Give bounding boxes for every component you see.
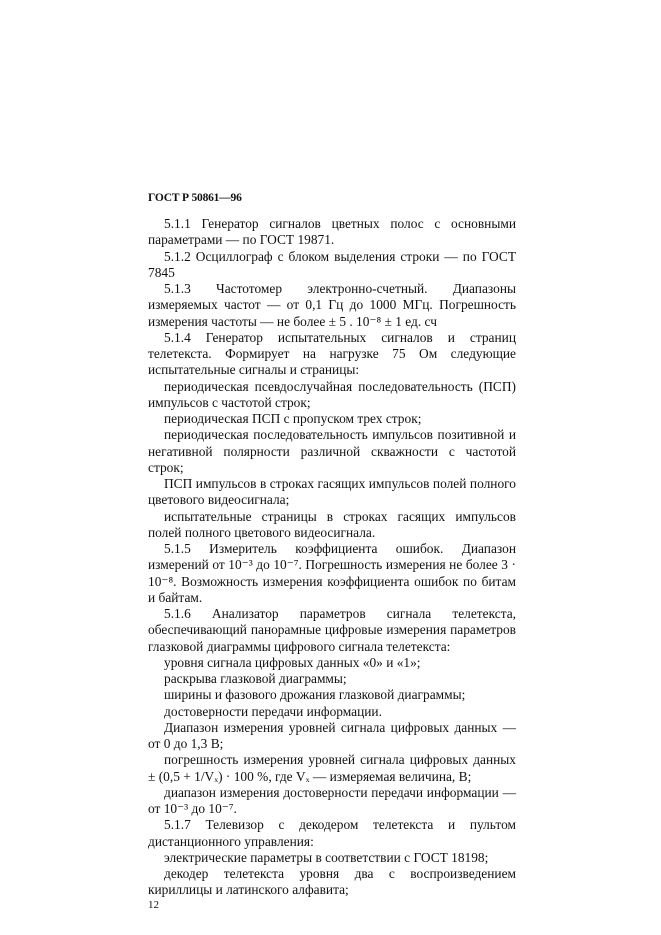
paragraph-accuracy: погрешность измерения уровней сигнала цифровых данных ± (0,5 + 1/Vₓ) · 100 %, где Vₓ — измеряемая величина, В;: [148, 752, 516, 784]
list-item: периодическая псевдослучайная последовательность (ПСП) импульсов с частотой строк;: [148, 378, 516, 410]
list-item: испытательные страницы в строках гасящих импульсов полей полного цветового видеосигнала.: [148, 508, 516, 540]
paragraph-5-1-6: 5.1.6 Анализатор параметров сигнала телетекста, обеспечивающий панорамные цифровые измерения параметров глазковой диаграммы цифрового сигнала телетекста:: [148, 606, 516, 654]
paragraph-5-1-3: 5.1.3 Частотомер электронно-счетный. Диапазоны измеряемых частот — от 0,1 Гц до 1000 МГц. Погрешность измерения частоты — не более ± 5 . 10⁻⁸ ± 1 ед. сч: [148, 281, 516, 329]
list-item: периодическая ПСП с пропуском трех строк;: [164, 411, 422, 426]
list-item: достоверности передачи информации.: [164, 703, 382, 719]
list-item: уровня сигнала цифровых данных «0» и «1»;: [164, 654, 421, 670]
paragraph-5-1-5: 5.1.5 Измеритель коэффициента ошибок. Диапазон измерений от 10⁻³ до 10⁻⁷. Погрешность измерения не более 3 · 10⁻⁸. Возможность измерения коэффициента ошибок по битам и байтам.: [148, 541, 516, 605]
paragraph-range: Диапазон измерения уровней сигнала цифровых данных — от 0 до 1,3 В;: [148, 719, 516, 751]
list-item: периодическая последовательность импульсов позитивной и негативной полярности различной скважности с частотой строк;: [148, 427, 516, 475]
document-header: ГОСТ Р 50861—96: [148, 192, 242, 204]
list-item: ПСП импульсов в строках гасящих импульсов полей полного цветового видеосигнала;: [148, 476, 516, 508]
paragraph-5-1-2: 5.1.2 Осциллограф с блоком выделения строки — по ГОСТ 7845: [148, 248, 516, 280]
list-item: декодер телетекста уровня два с воспроизведением кириллицы и латинского алфавита;: [148, 866, 516, 898]
paragraph-5-1-4: 5.1.4 Генератор испытательных сигналов и страниц телетекста. Формирует на нагрузке 75 Ом следующие испытательные сигналы и страницы:: [148, 329, 516, 378]
list-item: раскрыва глазковой диаграммы;: [164, 671, 347, 686]
document-page: [148, 190, 516, 912]
page-number: 12: [148, 898, 159, 911]
paragraph-5-1-7: 5.1.7 Телевизор с декодером телетекста и пультом дистанционного управления:: [148, 817, 516, 849]
paragraph-5-1-1: 5.1.1 Генератор сигналов цветных полос с основными параметрами — по ГОСТ 19871.: [148, 216, 516, 248]
list-item: электрические параметры в соответствии с ГОСТ 18198;: [164, 849, 489, 865]
paragraph-reliability-range: диапазон измерения достоверности передачи информации — от 10⁻³ до 10⁻⁷.: [148, 784, 516, 816]
list-item: ширины и фазового дрожания глазковой диаграммы;: [164, 687, 466, 703]
